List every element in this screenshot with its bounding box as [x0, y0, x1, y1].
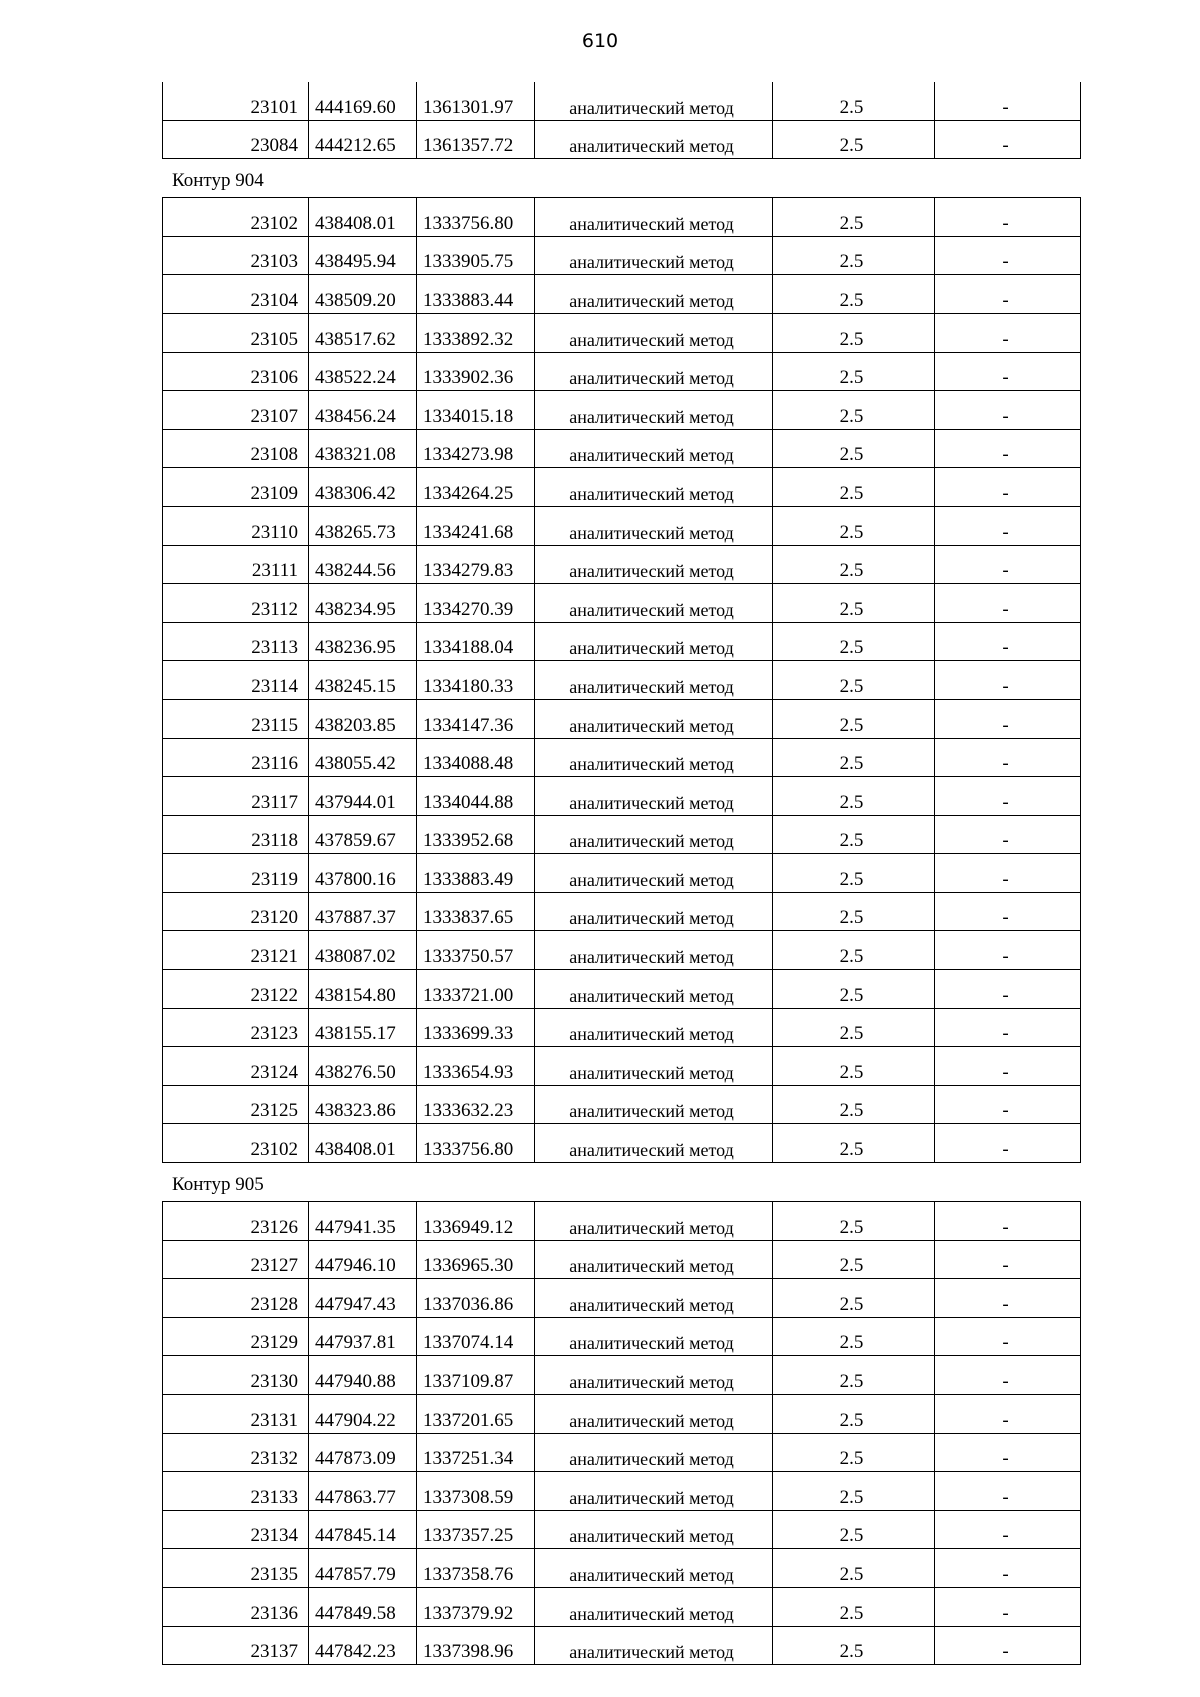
accuracy-cell: 2.5 — [773, 429, 935, 468]
y-coordinate-cell: 1334188.04 — [417, 622, 535, 661]
table-row — [163, 661, 1081, 700]
accuracy-cell: 2.5 — [773, 236, 935, 275]
table-row — [163, 1626, 1081, 1665]
accuracy-cell: 2.5 — [773, 1356, 935, 1395]
y-coordinate-cell: 1333632.23 — [417, 1085, 535, 1124]
table-row — [163, 82, 1081, 120]
table-row — [163, 236, 1081, 275]
note-cell: - — [935, 584, 1081, 623]
x-coordinate-cell: 438408.01 — [309, 198, 417, 237]
y-coordinate-cell: 1333756.80 — [417, 1124, 535, 1163]
x-coordinate-cell: 438244.56 — [309, 545, 417, 584]
point-number-cell: 23110 — [163, 506, 309, 545]
point-number-cell: 23084 — [163, 120, 309, 159]
table-row — [163, 1008, 1081, 1047]
accuracy-cell: 2.5 — [773, 1202, 935, 1241]
x-coordinate-cell: 438245.15 — [309, 661, 417, 700]
method-cell: аналитический метод — [535, 1356, 773, 1395]
y-coordinate-cell: 1337074.14 — [417, 1317, 535, 1356]
point-number-cell: 23122 — [163, 970, 309, 1009]
y-coordinate-cell: 1334273.98 — [417, 429, 535, 468]
note-cell: - — [935, 120, 1081, 159]
note-cell: - — [935, 1008, 1081, 1047]
point-number-cell: 23121 — [163, 931, 309, 970]
method-cell: аналитический метод — [535, 506, 773, 545]
method-cell: аналитический метод — [535, 468, 773, 507]
note-cell: - — [935, 854, 1081, 893]
method-cell: аналитический метод — [535, 1395, 773, 1434]
y-coordinate-cell: 1333654.93 — [417, 1047, 535, 1086]
table-row — [163, 545, 1081, 584]
method-cell: аналитический метод — [535, 545, 773, 584]
y-coordinate-cell: 1336965.30 — [417, 1240, 535, 1279]
table-row — [163, 391, 1081, 430]
method-cell: аналитический метод — [535, 82, 773, 120]
y-coordinate-cell: 1361301.97 — [417, 82, 535, 120]
method-cell: аналитический метод — [535, 1433, 773, 1472]
note-cell: - — [935, 1395, 1081, 1434]
accuracy-cell: 2.5 — [773, 1240, 935, 1279]
accuracy-cell: 2.5 — [773, 892, 935, 931]
table-row — [163, 584, 1081, 623]
table-row — [163, 854, 1081, 893]
point-number-cell: 23130 — [163, 1356, 309, 1395]
note-cell: - — [935, 506, 1081, 545]
accuracy-cell: 2.5 — [773, 1626, 935, 1665]
point-number-cell: 23111 — [163, 545, 309, 584]
y-coordinate-cell: 1334264.25 — [417, 468, 535, 507]
accuracy-cell: 2.5 — [773, 622, 935, 661]
accuracy-cell: 2.5 — [773, 313, 935, 352]
y-coordinate-cell: 1334279.83 — [417, 545, 535, 584]
accuracy-cell: 2.5 — [773, 82, 935, 120]
table-row — [163, 429, 1081, 468]
point-number-cell: 23112 — [163, 584, 309, 623]
x-coordinate-cell: 438234.95 — [309, 584, 417, 623]
y-coordinate-cell: 1334088.48 — [417, 738, 535, 777]
accuracy-cell: 2.5 — [773, 854, 935, 893]
method-cell: аналитический метод — [535, 584, 773, 623]
table-row — [163, 1510, 1081, 1549]
note-cell: - — [935, 699, 1081, 738]
x-coordinate-cell: 447849.58 — [309, 1587, 417, 1626]
note-cell: - — [935, 1085, 1081, 1124]
y-coordinate-cell: 1333750.57 — [417, 931, 535, 970]
y-coordinate-cell: 1333837.65 — [417, 892, 535, 931]
accuracy-cell: 2.5 — [773, 1124, 935, 1163]
y-coordinate-cell: 1333952.68 — [417, 815, 535, 854]
y-coordinate-cell: 1334270.39 — [417, 584, 535, 623]
y-coordinate-cell: 1337036.86 — [417, 1279, 535, 1318]
method-cell: аналитический метод — [535, 738, 773, 777]
x-coordinate-cell: 438323.86 — [309, 1085, 417, 1124]
note-cell: - — [935, 1047, 1081, 1086]
x-coordinate-cell: 437800.16 — [309, 854, 417, 893]
accuracy-cell: 2.5 — [773, 970, 935, 1009]
accuracy-cell: 2.5 — [773, 1472, 935, 1511]
accuracy-cell: 2.5 — [773, 468, 935, 507]
method-cell: аналитический метод — [535, 352, 773, 391]
y-coordinate-cell: 1334015.18 — [417, 391, 535, 430]
accuracy-cell: 2.5 — [773, 545, 935, 584]
y-coordinate-cell: 1337379.92 — [417, 1587, 535, 1626]
x-coordinate-cell: 438087.02 — [309, 931, 417, 970]
method-cell: аналитический метод — [535, 313, 773, 352]
point-number-cell: 23133 — [163, 1472, 309, 1511]
x-coordinate-cell: 447947.43 — [309, 1279, 417, 1318]
table-row — [163, 622, 1081, 661]
y-coordinate-cell: 1334044.88 — [417, 777, 535, 816]
x-coordinate-cell: 438236.95 — [309, 622, 417, 661]
table-row — [163, 931, 1081, 970]
method-cell: аналитический метод — [535, 391, 773, 430]
x-coordinate-cell: 447937.81 — [309, 1317, 417, 1356]
x-coordinate-cell: 447904.22 — [309, 1395, 417, 1434]
y-coordinate-cell: 1337358.76 — [417, 1549, 535, 1588]
accuracy-cell: 2.5 — [773, 1317, 935, 1356]
point-number-cell: 23103 — [163, 236, 309, 275]
accuracy-cell: 2.5 — [773, 506, 935, 545]
table-row — [163, 1356, 1081, 1395]
table-row — [163, 777, 1081, 816]
note-cell: - — [935, 1472, 1081, 1511]
point-number-cell: 23114 — [163, 661, 309, 700]
x-coordinate-cell: 438321.08 — [309, 429, 417, 468]
note-cell: - — [935, 313, 1081, 352]
x-coordinate-cell: 438522.24 — [309, 352, 417, 391]
point-number-cell: 23109 — [163, 468, 309, 507]
note-cell: - — [935, 1626, 1081, 1665]
note-cell: - — [935, 352, 1081, 391]
table-row — [163, 1433, 1081, 1472]
table-row — [163, 815, 1081, 854]
method-cell: аналитический метод — [535, 1626, 773, 1665]
accuracy-cell: 2.5 — [773, 815, 935, 854]
point-number-cell: 23124 — [163, 1047, 309, 1086]
table-row — [163, 506, 1081, 545]
table-row — [163, 198, 1081, 237]
method-cell: аналитический метод — [535, 236, 773, 275]
note-cell: - — [935, 236, 1081, 275]
table-row — [163, 1587, 1081, 1626]
method-cell: аналитический метод — [535, 622, 773, 661]
note-cell: - — [935, 738, 1081, 777]
point-number-cell: 23123 — [163, 1008, 309, 1047]
accuracy-cell: 2.5 — [773, 584, 935, 623]
x-coordinate-cell: 438456.24 — [309, 391, 417, 430]
accuracy-cell: 2.5 — [773, 1395, 935, 1434]
note-cell: - — [935, 777, 1081, 816]
point-number-cell: 23104 — [163, 275, 309, 314]
method-cell: аналитический метод — [535, 1047, 773, 1086]
note-cell: - — [935, 661, 1081, 700]
point-number-cell: 23125 — [163, 1085, 309, 1124]
method-cell: аналитический метод — [535, 1279, 773, 1318]
point-number-cell: 23101 — [163, 82, 309, 120]
method-cell: аналитический метод — [535, 777, 773, 816]
x-coordinate-cell: 438203.85 — [309, 699, 417, 738]
table-row — [163, 352, 1081, 391]
x-coordinate-cell: 438055.42 — [309, 738, 417, 777]
y-coordinate-cell: 1333902.36 — [417, 352, 535, 391]
x-coordinate-cell: 437887.37 — [309, 892, 417, 931]
table-row — [163, 313, 1081, 352]
point-number-cell: 23108 — [163, 429, 309, 468]
x-coordinate-cell: 438509.20 — [309, 275, 417, 314]
table-row — [163, 120, 1081, 159]
accuracy-cell: 2.5 — [773, 352, 935, 391]
method-cell: аналитический метод — [535, 1510, 773, 1549]
accuracy-cell: 2.5 — [773, 1085, 935, 1124]
y-coordinate-cell: 1337398.96 — [417, 1626, 535, 1665]
x-coordinate-cell: 447946.10 — [309, 1240, 417, 1279]
y-coordinate-cell: 1333883.49 — [417, 854, 535, 893]
point-number-cell: 23102 — [163, 198, 309, 237]
note-cell: - — [935, 931, 1081, 970]
note-cell: - — [935, 1202, 1081, 1241]
point-number-cell: 23113 — [163, 622, 309, 661]
note-cell: - — [935, 1510, 1081, 1549]
point-number-cell: 23127 — [163, 1240, 309, 1279]
accuracy-cell: 2.5 — [773, 1510, 935, 1549]
point-number-cell: 23115 — [163, 699, 309, 738]
x-coordinate-cell: 447940.88 — [309, 1356, 417, 1395]
note-cell: - — [935, 1124, 1081, 1163]
coordinates-table — [162, 1201, 1081, 1665]
x-coordinate-cell: 447863.77 — [309, 1472, 417, 1511]
point-number-cell: 23118 — [163, 815, 309, 854]
y-coordinate-cell: 1337251.34 — [417, 1433, 535, 1472]
x-coordinate-cell: 447873.09 — [309, 1433, 417, 1472]
point-number-cell: 23135 — [163, 1549, 309, 1588]
x-coordinate-cell: 444212.65 — [309, 120, 417, 159]
table-row — [163, 275, 1081, 314]
table-row — [163, 1395, 1081, 1434]
method-cell: аналитический метод — [535, 198, 773, 237]
method-cell: аналитический метод — [535, 1085, 773, 1124]
note-cell: - — [935, 1549, 1081, 1588]
note-cell: - — [935, 275, 1081, 314]
method-cell: аналитический метод — [535, 1472, 773, 1511]
y-coordinate-cell: 1333756.80 — [417, 198, 535, 237]
point-number-cell: 23131 — [163, 1395, 309, 1434]
x-coordinate-cell: 438276.50 — [309, 1047, 417, 1086]
note-cell: - — [935, 622, 1081, 661]
point-number-cell: 23102 — [163, 1124, 309, 1163]
method-cell: аналитический метод — [535, 429, 773, 468]
y-coordinate-cell: 1333892.32 — [417, 313, 535, 352]
note-cell: - — [935, 198, 1081, 237]
table-row — [163, 1085, 1081, 1124]
table-row — [163, 1047, 1081, 1086]
table-row — [163, 468, 1081, 507]
y-coordinate-cell: 1333883.44 — [417, 275, 535, 314]
point-number-cell: 23116 — [163, 738, 309, 777]
method-cell: аналитический метод — [535, 892, 773, 931]
note-cell: - — [935, 1587, 1081, 1626]
accuracy-cell: 2.5 — [773, 120, 935, 159]
point-number-cell: 23132 — [163, 1433, 309, 1472]
y-coordinate-cell: 1333699.33 — [417, 1008, 535, 1047]
method-cell: аналитический метод — [535, 970, 773, 1009]
note-cell: - — [935, 815, 1081, 854]
table-row — [163, 970, 1081, 1009]
y-coordinate-cell: 1361357.72 — [417, 120, 535, 159]
page-number: 610 — [581, 30, 619, 52]
method-cell: аналитический метод — [535, 1124, 773, 1163]
x-coordinate-cell: 438408.01 — [309, 1124, 417, 1163]
accuracy-cell: 2.5 — [773, 738, 935, 777]
accuracy-cell: 2.5 — [773, 1587, 935, 1626]
accuracy-cell: 2.5 — [773, 661, 935, 700]
x-coordinate-cell: 447941.35 — [309, 1202, 417, 1241]
point-number-cell: 23136 — [163, 1587, 309, 1626]
y-coordinate-cell: 1337357.25 — [417, 1510, 535, 1549]
point-number-cell: 23128 — [163, 1279, 309, 1318]
contour-title: Контур 904 — [172, 170, 264, 192]
x-coordinate-cell: 447857.79 — [309, 1549, 417, 1588]
accuracy-cell: 2.5 — [773, 931, 935, 970]
method-cell: аналитический метод — [535, 661, 773, 700]
y-coordinate-cell: 1337201.65 — [417, 1395, 535, 1434]
accuracy-cell: 2.5 — [773, 391, 935, 430]
point-number-cell: 23105 — [163, 313, 309, 352]
point-number-cell: 23137 — [163, 1626, 309, 1665]
contour-title: Контур 905 — [172, 1174, 264, 1196]
point-number-cell: 23129 — [163, 1317, 309, 1356]
x-coordinate-cell: 438155.17 — [309, 1008, 417, 1047]
accuracy-cell: 2.5 — [773, 777, 935, 816]
table-row — [163, 699, 1081, 738]
method-cell: аналитический метод — [535, 1202, 773, 1241]
x-coordinate-cell: 438265.73 — [309, 506, 417, 545]
note-cell: - — [935, 391, 1081, 430]
x-coordinate-cell: 444169.60 — [309, 82, 417, 120]
method-cell: аналитический метод — [535, 699, 773, 738]
table-row — [163, 1549, 1081, 1588]
x-coordinate-cell: 438495.94 — [309, 236, 417, 275]
x-coordinate-cell: 447845.14 — [309, 1510, 417, 1549]
table-row — [163, 892, 1081, 931]
method-cell: аналитический метод — [535, 1240, 773, 1279]
point-number-cell: 23106 — [163, 352, 309, 391]
note-cell: - — [935, 1433, 1081, 1472]
method-cell: аналитический метод — [535, 275, 773, 314]
document-body — [162, 82, 1080, 1665]
note-cell: - — [935, 82, 1081, 120]
accuracy-cell: 2.5 — [773, 198, 935, 237]
method-cell: аналитический метод — [535, 1587, 773, 1626]
x-coordinate-cell: 437944.01 — [309, 777, 417, 816]
point-number-cell: 23119 — [163, 854, 309, 893]
note-cell: - — [935, 429, 1081, 468]
note-cell: - — [935, 545, 1081, 584]
x-coordinate-cell: 438306.42 — [309, 468, 417, 507]
x-coordinate-cell: 438517.62 — [309, 313, 417, 352]
coordinates-table — [162, 82, 1081, 159]
y-coordinate-cell: 1334180.33 — [417, 661, 535, 700]
point-number-cell: 23117 — [163, 777, 309, 816]
point-number-cell: 23126 — [163, 1202, 309, 1241]
point-number-cell: 23134 — [163, 1510, 309, 1549]
note-cell: - — [935, 1317, 1081, 1356]
table-row — [163, 1279, 1081, 1318]
method-cell: аналитический метод — [535, 1549, 773, 1588]
note-cell: - — [935, 1279, 1081, 1318]
table-row — [163, 1202, 1081, 1241]
point-number-cell: 23120 — [163, 892, 309, 931]
method-cell: аналитический метод — [535, 815, 773, 854]
method-cell: аналитический метод — [535, 1008, 773, 1047]
accuracy-cell: 2.5 — [773, 1549, 935, 1588]
y-coordinate-cell: 1334241.68 — [417, 506, 535, 545]
y-coordinate-cell: 1333721.00 — [417, 970, 535, 1009]
x-coordinate-cell: 437859.67 — [309, 815, 417, 854]
note-cell: - — [935, 970, 1081, 1009]
point-number-cell: 23107 — [163, 391, 309, 430]
note-cell: - — [935, 1240, 1081, 1279]
method-cell: аналитический метод — [535, 931, 773, 970]
note-cell: - — [935, 1356, 1081, 1395]
x-coordinate-cell: 438154.80 — [309, 970, 417, 1009]
y-coordinate-cell: 1337109.87 — [417, 1356, 535, 1395]
table-row — [163, 1240, 1081, 1279]
y-coordinate-cell: 1337308.59 — [417, 1472, 535, 1511]
y-coordinate-cell: 1334147.36 — [417, 699, 535, 738]
table-row — [163, 738, 1081, 777]
y-coordinate-cell: 1333905.75 — [417, 236, 535, 275]
table-row — [163, 1472, 1081, 1511]
accuracy-cell: 2.5 — [773, 275, 935, 314]
method-cell: аналитический метод — [535, 1317, 773, 1356]
method-cell: аналитический метод — [535, 854, 773, 893]
coordinates-table — [162, 197, 1081, 1163]
accuracy-cell: 2.5 — [773, 1008, 935, 1047]
table-row — [163, 1124, 1081, 1163]
accuracy-cell: 2.5 — [773, 699, 935, 738]
accuracy-cell: 2.5 — [773, 1433, 935, 1472]
x-coordinate-cell: 447842.23 — [309, 1626, 417, 1665]
y-coordinate-cell: 1336949.12 — [417, 1202, 535, 1241]
note-cell: - — [935, 892, 1081, 931]
table-row — [163, 1317, 1081, 1356]
accuracy-cell: 2.5 — [773, 1047, 935, 1086]
note-cell: - — [935, 468, 1081, 507]
accuracy-cell: 2.5 — [773, 1279, 935, 1318]
method-cell: аналитический метод — [535, 120, 773, 159]
